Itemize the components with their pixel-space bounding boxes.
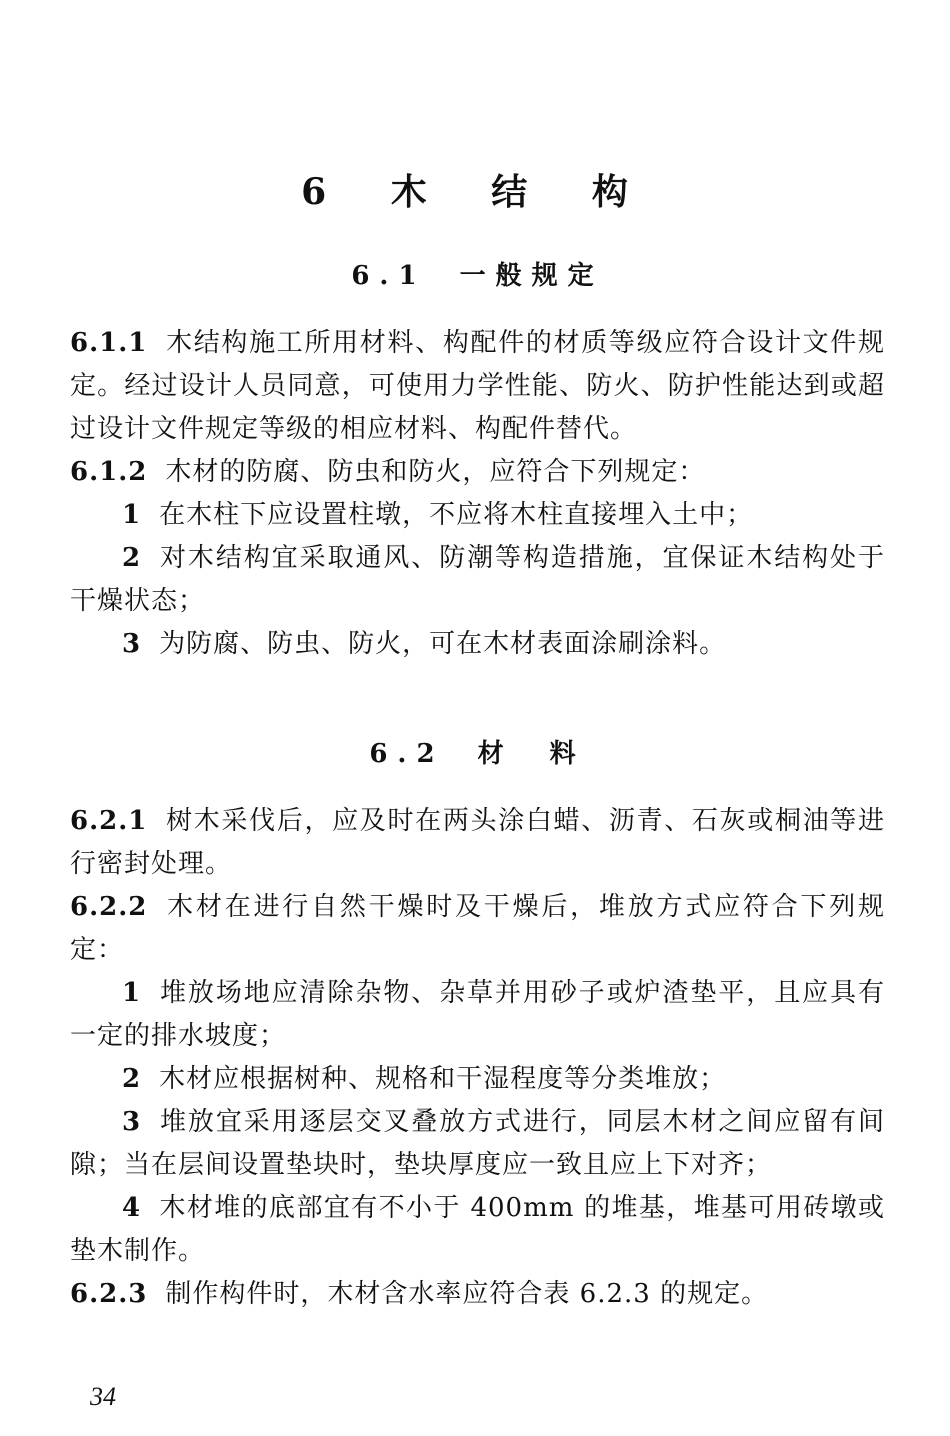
item-text: 堆放宜采用逐层交叉叠放方式进行，同层木材之间应留有间隙；当在层间设置垫块时，垫块厚度应一致且应上下对齐；: [70, 1107, 885, 1180]
section-title-6-2: [70, 736, 885, 772]
item-text: 堆放场地应清除杂物、杂草并用砂子或炉渣垫平，且应具有一定的排水坡度；: [70, 978, 885, 1051]
section-body-6-2: [70, 800, 885, 1316]
section-number: 6.2: [369, 739, 445, 769]
item-text: 在木柱下应设置柱墩，不应将木柱直接埋入土中；: [159, 500, 754, 530]
clause-6-1-2: [70, 451, 885, 494]
clause-number: 6.1.1: [70, 328, 148, 358]
item-number: 3: [122, 629, 142, 659]
list-item: [70, 1058, 885, 1101]
chapter-number: 6: [301, 171, 353, 213]
clause-text: 木材的防腐、防虫和防火，应符合下列规定：: [165, 457, 706, 487]
item-text: 对木结构宜采取通风、防潮等构造措施，宜保证木结构处于干燥状态；: [70, 543, 885, 616]
page-number: 34: [90, 1382, 116, 1411]
clause-6-2-2: [70, 886, 885, 972]
item-number: 4: [122, 1193, 142, 1223]
section-body-6-1: [70, 322, 885, 666]
clause-text: 木结构施工所用材料、构配件的材质等级应符合设计文件规定。经过设计人员同意，可使用力学性能、防火、防护性能达到或超过设计文件规定等级的相应材料、构配件替代。: [70, 328, 885, 444]
section-title-text: 一般规定: [459, 261, 604, 291]
list-item: [70, 537, 885, 623]
list-item: [70, 1187, 885, 1273]
chapter-title: [70, 168, 885, 216]
item-number: 3: [122, 1107, 142, 1137]
section-title-6-1: [70, 258, 885, 294]
item-text: 木材应根据树种、规格和干湿程度等分类堆放；: [159, 1064, 727, 1094]
list-item: [70, 1101, 885, 1187]
clause-6-1-1: [70, 322, 885, 451]
clause-text: 木材在进行自然干燥时及干燥后，堆放方式应符合下列规定：: [70, 892, 885, 965]
item-number: 1: [122, 500, 142, 530]
section-title-text: 材 料: [477, 739, 586, 769]
item-text: 为防腐、防虫、防火，可在木材表面涂刷涂料。: [159, 629, 727, 659]
item-number: 2: [122, 1064, 142, 1094]
clause-text: 制作构件时，木材含水率应符合表 6.2.3 的规定。: [165, 1279, 769, 1309]
item-number: 2: [122, 543, 142, 573]
item-text: 木材堆的底部宜有不小于 400mm 的堆基，堆基可用砖墩或垫木制作。: [70, 1193, 885, 1266]
clause-number: 6.1.2: [70, 457, 148, 487]
item-number: 1: [122, 978, 142, 1008]
clause-6-2-1: [70, 800, 885, 886]
clause-number: 6.2.3: [70, 1279, 148, 1309]
list-item: [70, 623, 885, 666]
section-number: 6.1: [351, 261, 427, 291]
clause-number: 6.2.1: [70, 806, 148, 836]
clause-text: 树木采伐后，应及时在两头涂白蜡、沥青、石灰或桐油等进行密封处理。: [70, 806, 885, 879]
list-item: [70, 972, 885, 1058]
chapter-title-text: 木 结 构: [390, 171, 654, 213]
clause-number: 6.2.2: [70, 892, 148, 922]
clause-6-2-3: [70, 1273, 885, 1316]
list-item: [70, 494, 885, 537]
